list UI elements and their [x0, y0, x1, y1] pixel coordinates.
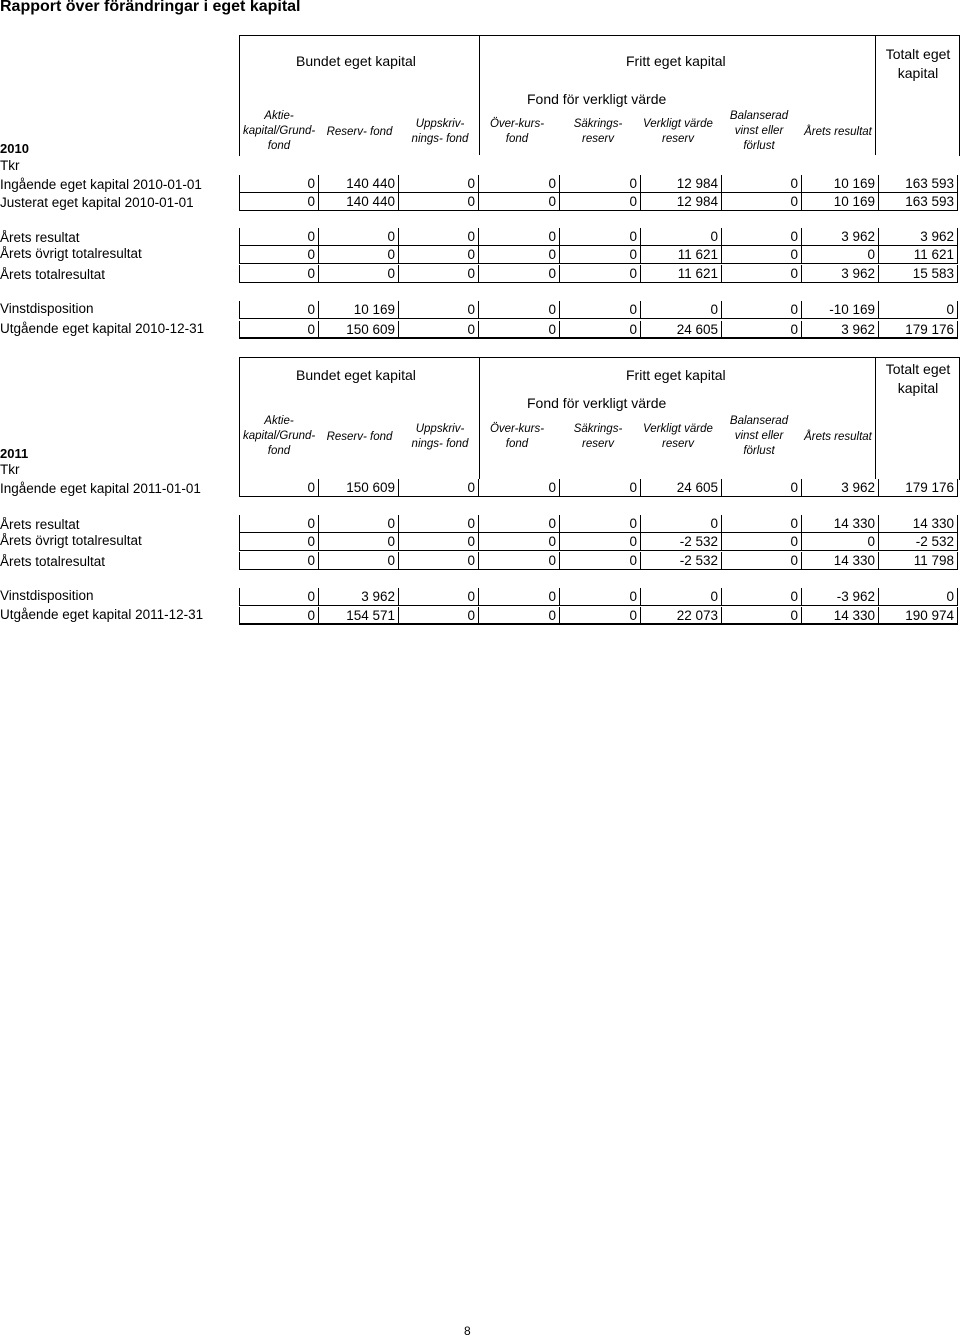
table-row	[0, 515, 960, 533]
table-cell: 0	[722, 588, 802, 606]
table-cell: 163 593	[879, 193, 958, 211]
table-cell: 0	[722, 552, 802, 570]
group-header-fritt: Fritt eget kapital	[626, 53, 726, 69]
table-cell: 0	[722, 175, 802, 193]
table-cell: 0	[239, 588, 319, 606]
table-row	[0, 588, 960, 606]
table-cell: 150 609	[319, 321, 399, 339]
col-header-reservfond: Reserv- fond	[326, 431, 393, 443]
table-cell: 0	[560, 193, 641, 211]
table-cell: 150 609	[319, 479, 399, 497]
col-header-aktiekapital: Aktie-kapital/Grund-fond	[243, 110, 316, 152]
table-cell: 0	[560, 479, 641, 497]
col-header-sakringsreserv: Säkrings-reserv	[573, 423, 623, 450]
table-cell: 0	[399, 588, 479, 606]
table-cell: 0	[641, 228, 722, 246]
table-cell: 0	[399, 301, 479, 319]
table-cell: 24 605	[641, 321, 722, 339]
col-header-aktiekapital: Aktie-kapital/Grund-fond	[243, 415, 316, 457]
divider-bundet	[479, 35, 480, 155]
table-row	[0, 607, 960, 625]
col-header-reservfond: Reserv- fond	[326, 126, 393, 138]
table-cell: 3 962	[802, 479, 879, 497]
row-cells	[239, 588, 960, 606]
table-cell: 0	[399, 533, 479, 551]
table-cell: 11 798	[879, 552, 958, 570]
table-cell: 10 169	[319, 301, 399, 319]
table-cell: -2 532	[879, 533, 958, 551]
row-cells	[239, 533, 960, 551]
table-cell: 0	[239, 193, 319, 211]
table-cell: -3 962	[802, 588, 879, 606]
table-row	[0, 228, 960, 246]
table-cell: 0	[239, 607, 319, 625]
row-label: Årets övrigt totalresultat	[0, 246, 142, 261]
table-cell: 0	[560, 321, 641, 339]
col-header-sakringsreserv: Säkrings-reserv	[573, 118, 623, 145]
table-cell: 0	[399, 265, 479, 283]
table-cell: 0	[560, 588, 641, 606]
divider-bundet	[479, 357, 480, 479]
table-cell: 0	[479, 175, 560, 193]
table-cell: 24 605	[641, 479, 722, 497]
row-cells	[239, 228, 960, 246]
table-cell: 0	[479, 552, 560, 570]
row-label: Ingående eget kapital 2010-01-01	[0, 177, 202, 192]
table-cell: 10 169	[802, 175, 879, 193]
table-cell: 14 330	[802, 515, 879, 533]
table-cell: 0	[239, 228, 319, 246]
table-cell: 0	[560, 228, 641, 246]
section-unit: Tkr	[0, 158, 20, 173]
table-cell: 0	[319, 228, 399, 246]
row-cells	[239, 321, 960, 339]
table-cell: 179 176	[879, 479, 958, 497]
table-cell: 0	[399, 607, 479, 625]
row-label: Årets totalresultat	[0, 267, 106, 282]
group-header-bundet: Bundet eget kapital	[296, 53, 416, 69]
table-cell: 0	[560, 607, 641, 625]
table-cell: 0	[722, 193, 802, 211]
table-row	[0, 321, 960, 339]
table-cell: 0	[479, 228, 560, 246]
table-cell: 0	[560, 552, 641, 570]
table-cell: 3 962	[802, 321, 879, 339]
subgroup-fond-verkligt: Fond för verkligt värde	[527, 395, 667, 411]
table-cell: 0	[479, 479, 560, 497]
table-cell: 0	[479, 246, 560, 264]
table-cell: 0	[319, 246, 399, 264]
table-cell: 140 440	[319, 175, 399, 193]
row-label: Utgående eget kapital 2011-12-31	[0, 607, 204, 622]
col-header-verkligt-varde-reserv: Verkligt värde reserv	[643, 423, 713, 450]
table-row	[0, 246, 960, 264]
table-cell: 22 073	[641, 607, 722, 625]
row-cells	[239, 515, 960, 533]
table-cell: 3 962	[319, 588, 399, 606]
table-cell: 0	[722, 228, 802, 246]
table-cell: 0	[722, 607, 802, 625]
row-label: Justerat eget kapital 2010-01-01	[0, 195, 194, 210]
col-header-verkligt-varde-reserv: Verkligt värde reserv	[643, 118, 713, 145]
table-cell: 0	[399, 321, 479, 339]
table-row	[0, 552, 960, 570]
row-label: Årets övrigt totalresultat	[0, 533, 142, 548]
table-cell: 0	[802, 246, 879, 264]
table-cell: 0	[319, 265, 399, 283]
table-cell: 0	[641, 515, 722, 533]
table-cell: 0	[239, 301, 319, 319]
table-cell: 0	[479, 321, 560, 339]
table-cell: 14 330	[879, 515, 958, 533]
table-cell: 0	[399, 515, 479, 533]
table-cell: 163 593	[879, 175, 958, 193]
table-cell: 3 962	[802, 228, 879, 246]
table-cell: 0	[239, 321, 319, 339]
row-label: Årets resultat	[0, 230, 80, 245]
table-cell: 0	[399, 228, 479, 246]
table-cell: 190 974	[879, 607, 958, 625]
table-cell: -2 532	[641, 533, 722, 551]
table-cell: 154 571	[319, 607, 399, 625]
col-header-overkursfond: Över-kurs-fond	[489, 118, 545, 145]
row-cells	[239, 479, 960, 497]
table-cell: 0	[722, 265, 802, 283]
table-cell: 0	[560, 246, 641, 264]
table-cell: 0	[722, 515, 802, 533]
table-cell: 0	[319, 552, 399, 570]
table-cell: 0	[239, 515, 319, 533]
row-label: Ingående eget kapital 2011-01-01	[0, 481, 201, 496]
table-cell: 140 440	[319, 193, 399, 211]
group-header-fritt: Fritt eget kapital	[626, 367, 726, 383]
table-cell: 10 169	[802, 193, 879, 211]
table-cell: 0	[722, 301, 802, 319]
table-cell: 3 962	[802, 265, 879, 283]
col-header-overkursfond: Över-kurs-fond	[489, 423, 545, 450]
table-cell: 0	[879, 588, 958, 606]
table-row	[0, 193, 960, 211]
table-cell: 0	[239, 175, 319, 193]
col-header-arets-resultat: Årets resultat	[804, 431, 872, 443]
group-header-totalt: Totalt eget kapital	[885, 361, 951, 396]
section-year: 2011	[0, 446, 29, 461]
row-label: Årets totalresultat	[0, 554, 106, 569]
row-label: Vinstdisposition	[0, 301, 94, 316]
table-cell: 11 621	[641, 265, 722, 283]
table-cell: 0	[319, 515, 399, 533]
table-cell: 0	[879, 301, 958, 319]
table-cell: 0	[319, 533, 399, 551]
row-cells	[239, 193, 960, 211]
col-header-uppskrivningsfond: Uppskriv-nings- fond	[411, 423, 469, 450]
table-cell: 0	[479, 301, 560, 319]
table-cell: 3 962	[879, 228, 958, 246]
table-cell: 11 621	[879, 246, 958, 264]
table-cell: 179 176	[879, 321, 958, 339]
table-cell: 14 330	[802, 552, 879, 570]
col-header-arets-resultat: Årets resultat	[804, 126, 872, 138]
table-cell: 0	[560, 265, 641, 283]
table-cell: 0	[399, 175, 479, 193]
table-cell: 12 984	[641, 193, 722, 211]
table-cell: 0	[722, 246, 802, 264]
table-cell: 11 621	[641, 246, 722, 264]
table-cell: 14 330	[802, 607, 879, 625]
table-cell: 0	[479, 588, 560, 606]
table-cell: 0	[479, 515, 560, 533]
table-cell: 12 984	[641, 175, 722, 193]
divider-totalt	[875, 357, 876, 479]
table-cell: 0	[560, 515, 641, 533]
table-cell: 0	[399, 193, 479, 211]
table-cell: -10 169	[802, 301, 879, 319]
row-cells	[239, 175, 960, 193]
table-cell: 0	[479, 607, 560, 625]
table-cell: 0	[722, 533, 802, 551]
table-cell: 0	[399, 246, 479, 264]
page-number: 8	[464, 1324, 471, 1338]
table-cell: 0	[479, 265, 560, 283]
table-cell: 0	[560, 533, 641, 551]
page-title: Rapport över förändringar i eget kapital	[0, 0, 301, 15]
table-cell: 0	[239, 552, 319, 570]
row-cells	[239, 552, 960, 570]
subgroup-fond-verkligt: Fond för verkligt värde	[527, 91, 667, 107]
col-header-balanserad: Balanserad vinst eller förlust	[729, 415, 789, 457]
row-label: Årets resultat	[0, 517, 80, 532]
table-cell: 0	[239, 246, 319, 264]
row-cells	[239, 265, 960, 283]
table-cell: 0	[239, 265, 319, 283]
table-cell: 0	[641, 301, 722, 319]
table-cell: 0	[479, 533, 560, 551]
row-cells	[239, 607, 960, 625]
col-header-uppskrivningsfond: Uppskriv-nings- fond	[411, 118, 469, 145]
table-cell: -2 532	[641, 552, 722, 570]
group-header-bundet: Bundet eget kapital	[296, 367, 416, 383]
section-unit: Tkr	[0, 462, 20, 477]
table-row	[0, 265, 960, 283]
row-cells	[239, 301, 960, 319]
table-cell: 0	[399, 552, 479, 570]
table-cell: 0	[239, 479, 319, 497]
table-cell: 0	[560, 301, 641, 319]
table-cell: 15 583	[879, 265, 958, 283]
table-cell: 0	[479, 193, 560, 211]
col-header-balanserad: Balanserad vinst eller förlust	[729, 110, 789, 152]
row-cells	[239, 246, 960, 264]
table-row	[0, 301, 960, 319]
table-cell: 0	[722, 321, 802, 339]
table-cell: 0	[802, 533, 879, 551]
table-row	[0, 533, 960, 551]
table-row	[0, 479, 960, 497]
table-row	[0, 175, 960, 193]
row-label: Utgående eget kapital 2010-12-31	[0, 321, 205, 336]
table-cell: 0	[641, 588, 722, 606]
section-year: 2010	[0, 141, 29, 156]
table-cell: 0	[399, 479, 479, 497]
table-cell: 0	[239, 533, 319, 551]
row-label: Vinstdisposition	[0, 588, 94, 603]
table-cell: 0	[560, 175, 641, 193]
group-header-totalt: Totalt eget kapital	[885, 46, 951, 81]
table-cell: 0	[722, 479, 802, 497]
